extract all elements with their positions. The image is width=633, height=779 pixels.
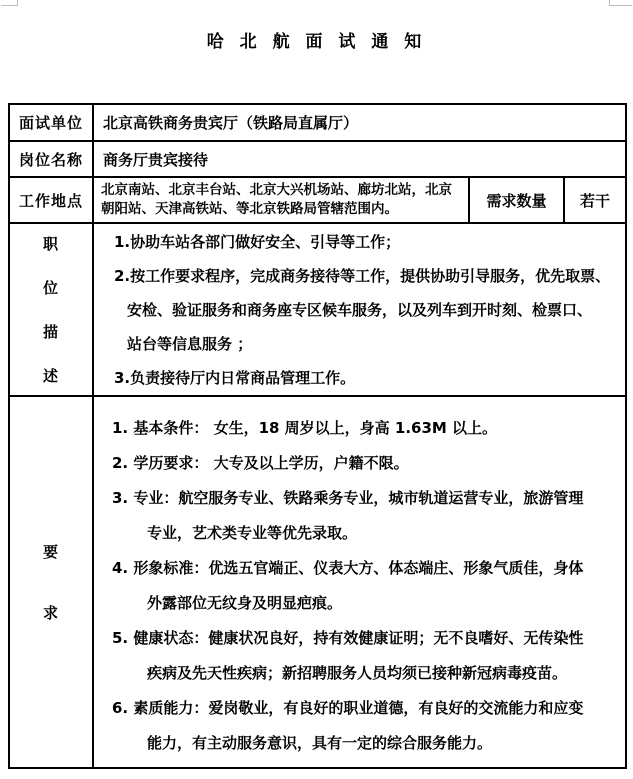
requirement-line: 4. 形象标准：优选五官端正、仪表大方、体态端庄、形象气质佳，身体 [112,559,584,577]
vertical-label-char: 要 [42,543,59,561]
requirement-line: 6. 素质能力：爱岗敬业，有良好的职业道德，有良好的交流能力和应变 [112,699,584,717]
requirement-line: 专业，艺术类专业等优先录取。 [147,524,358,542]
row-label-position-name: 岗位名称 [10,142,94,178]
job-description-content [94,224,625,397]
row-label-job-description [10,224,94,397]
interview-unit-value: 北京高铁商务贵宾厅（铁路局直属厅） [94,105,625,142]
vertical-label-char: 述 [42,367,59,385]
vertical-label-char: 描 [42,323,59,341]
demand-quantity-label: 需求数量 [470,178,565,224]
row-label-interview-unit: 面试单位 [10,105,94,142]
row-label-requirements [10,397,94,767]
requirement-line: 5. 健康状态：健康状况良好，持有效健康证明；无不良嗜好、无传染性 [112,629,584,647]
row-label-work-location: 工作地点 [10,178,94,224]
description-line: 站台等信息服务 ； [127,335,253,353]
description-line: 2.按工作要求程序，完成商务接待等工作，提供协助引导服务，优先取票、 [114,267,611,285]
description-line: 安检、验证服务和商务座专区候车服务，以及列车到开时刻、检票口、 [127,301,593,319]
notice-table [8,103,627,769]
text-boundary-mark-left [1,0,18,6]
requirement-line: 能力，有主动服务意识，具有一定的综合服务能力。 [147,734,493,752]
position-name-value: 商务厅贵宾接待 [94,142,625,178]
work-location-value: 北京南站、北京丰台站、北京大兴机场站、廊坊北站，北京朝阳站、天津高铁站、等北京铁路局管辖范围内。 [94,178,470,224]
requirements-content [94,397,625,767]
requirement-line: 外露部位无纹身及明显疤痕。 [147,594,343,612]
requirement-line: 1. 基本条件： 女生，18 周岁以上，身高 1.63M 以上。 [112,419,498,437]
vertical-label-char: 位 [42,279,59,297]
page-title: 哈 北 航 面 试 通 知 [206,32,427,52]
requirement-line: 3. 专业：航空服务专业、铁路乘务专业，城市轨道运营专业，旅游管理 [112,489,584,507]
requirement-line: 2. 学历要求： 大专及以上学历，户籍不限。 [112,454,409,472]
demand-quantity-value: 若干 [565,178,625,224]
description-line: 1.协助车站各部门做好安全、引导等工作； [114,233,401,251]
description-line: 3.负责接待厅内日常商品管理工作。 [114,369,356,387]
requirement-line: 疾病及先天性疾病；新招聘服务人员均须已接种新冠病毒疫苗。 [147,664,568,682]
vertical-label-char: 求 [42,604,59,622]
text-boundary-mark-right [609,0,632,6]
vertical-label-char: 职 [42,235,59,253]
